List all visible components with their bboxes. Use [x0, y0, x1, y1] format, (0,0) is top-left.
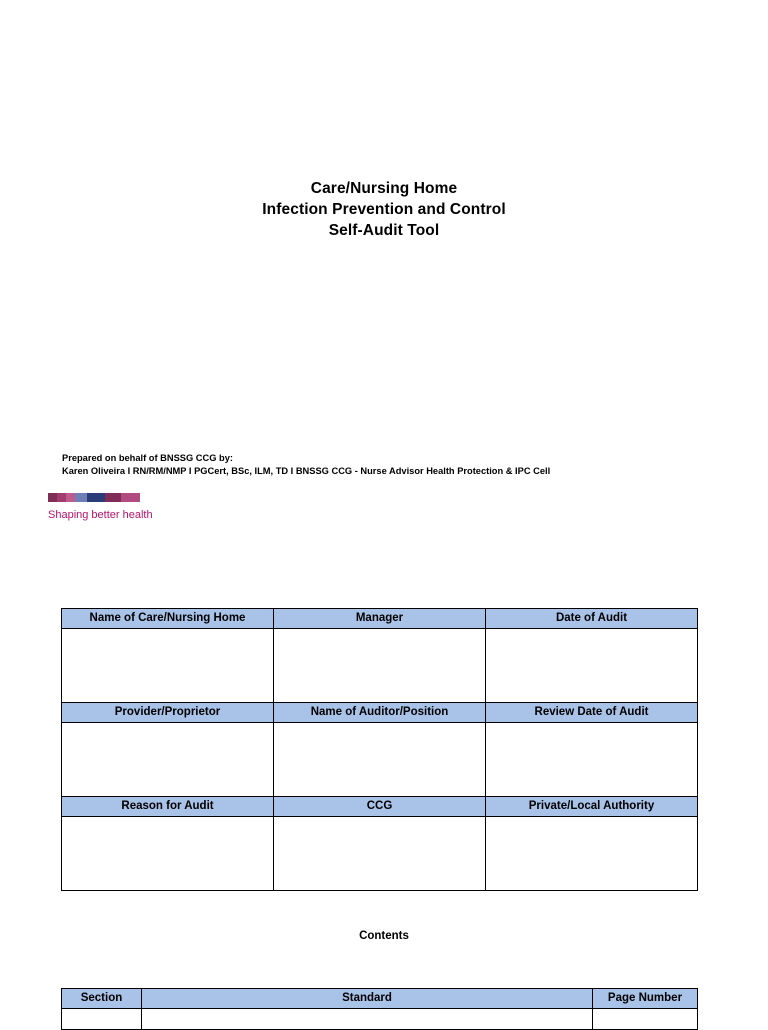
header-date-of-audit: Date of Audit — [486, 609, 698, 629]
header-reason-for-audit: Reason for Audit — [62, 797, 274, 817]
title-line-3: Self-Audit Tool — [328, 222, 440, 239]
header-name-of-home: Name of Care/Nursing Home — [62, 609, 274, 629]
header-manager: Manager — [274, 609, 486, 629]
contents-cell-page-number[interactable] — [593, 1009, 698, 1030]
contents-header-standard: Standard — [142, 989, 593, 1009]
prepared-by-block — [62, 452, 550, 478]
document-title — [0, 178, 768, 241]
table-row — [62, 1009, 698, 1030]
table-row — [62, 703, 698, 723]
field-review-date[interactable] — [486, 723, 698, 797]
logo-bars-icon — [48, 493, 140, 502]
field-name-of-auditor[interactable] — [274, 723, 486, 797]
contents-heading: Contents — [359, 930, 409, 942]
header-review-date: Review Date of Audit — [486, 703, 698, 723]
field-date-of-audit[interactable] — [486, 629, 698, 703]
contents-header-page-number: Page Number — [593, 989, 698, 1009]
table-row — [62, 723, 698, 797]
header-private-local-authority: Private/Local Authority — [486, 797, 698, 817]
title-line-1: Care/Nursing Home — [310, 180, 458, 197]
audit-details-table — [61, 608, 698, 891]
logo-tagline: Shaping better health — [48, 509, 153, 521]
header-provider-proprietor: Provider/Proprietor — [62, 703, 274, 723]
title-line-2: Infection Prevention and Control — [262, 201, 506, 218]
table-row — [62, 797, 698, 817]
field-name-of-home[interactable] — [62, 629, 274, 703]
field-reason-for-audit[interactable] — [62, 817, 274, 891]
contents-cell-standard[interactable] — [142, 1009, 593, 1030]
table-row — [62, 629, 698, 703]
field-manager[interactable] — [274, 629, 486, 703]
table-row — [62, 989, 698, 1009]
table-row — [62, 609, 698, 629]
table-row — [62, 817, 698, 891]
field-ccg[interactable] — [274, 817, 486, 891]
field-private-local-authority[interactable] — [486, 817, 698, 891]
header-ccg: CCG — [274, 797, 486, 817]
contents-header-section: Section — [62, 989, 142, 1009]
prepared-by-line-2: Karen Oliveira I RN/RM/NMP I PGCert, BSc, ILM, TD I BNSSG CCG - Nurse Advisor Health Protection & IPC Cell — [62, 466, 551, 476]
prepared-by-line-1: Prepared on behalf of BNSSG CCG by: — [62, 453, 233, 463]
contents-cell-section[interactable] — [62, 1009, 142, 1030]
nhs-logo — [48, 493, 208, 521]
header-name-of-auditor: Name of Auditor/Position — [274, 703, 486, 723]
field-provider-proprietor[interactable] — [62, 723, 274, 797]
